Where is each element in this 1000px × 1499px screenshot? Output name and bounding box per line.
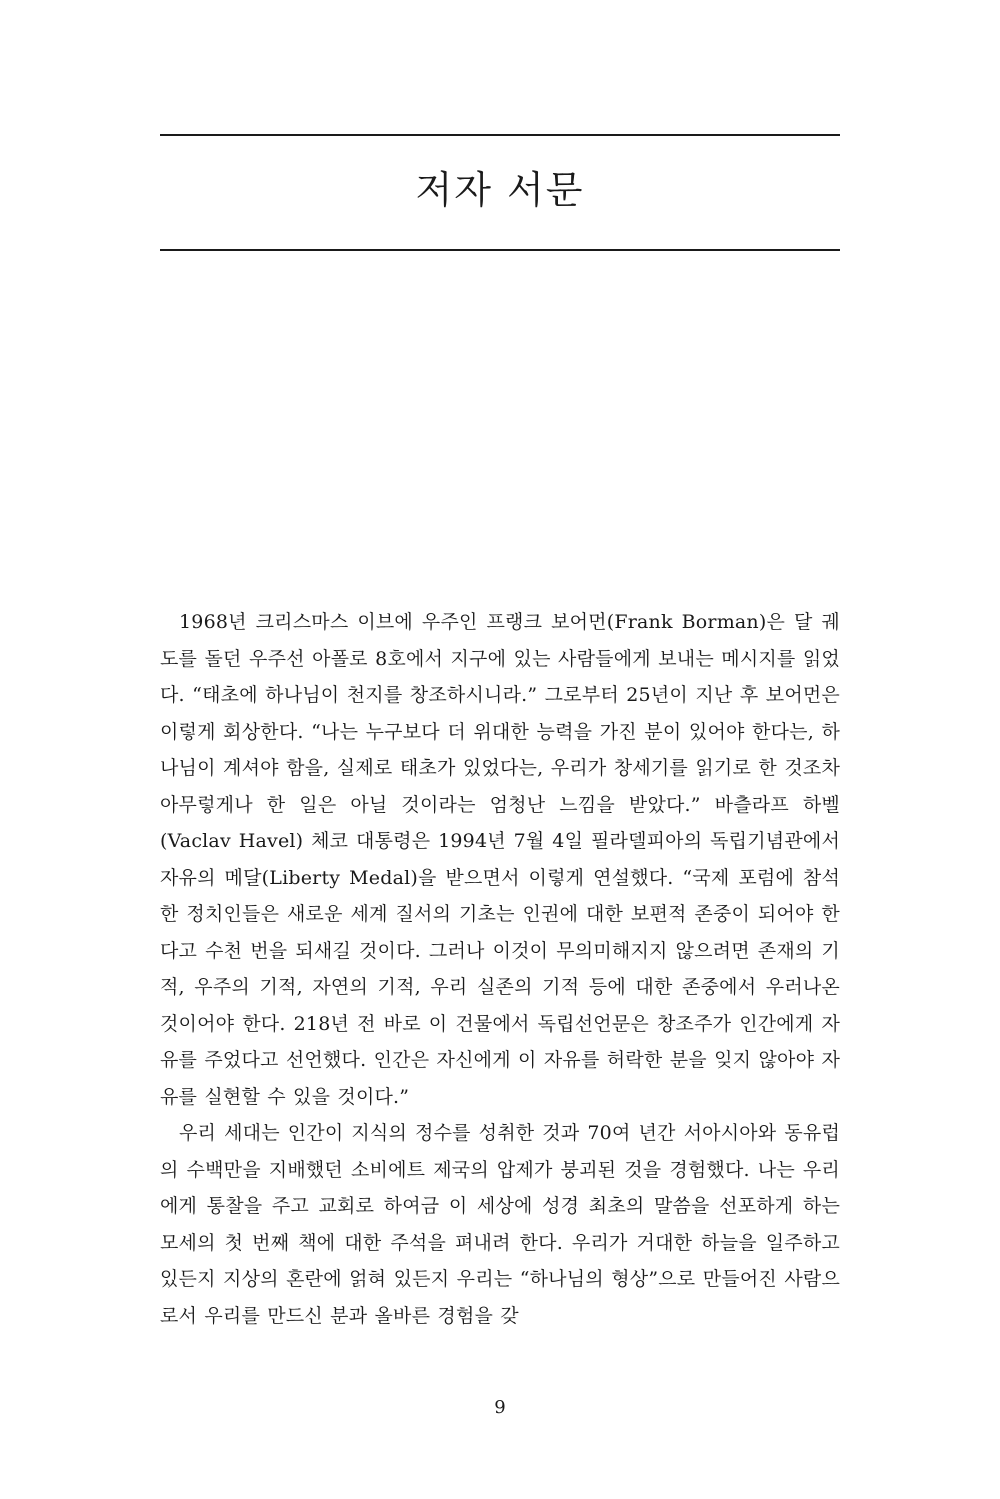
body-text	[160, 604, 840, 1334]
bottom-rule	[160, 249, 840, 251]
paragraph-1: 1968년 크리스마스 이브에 우주인 프랭크 보어먼(Frank Borman)은 달 궤도를 돌던 우주선 아폴로 8호에서 지구에 있는 사람들에게 보내는 메시지를 읽었다. “태초에 하나님이 천지를 창조하시니라.” 그로부터 25년이 지난 후 보어먼은 이렇게 회상한다. “나는 누구보다 더 위대한 능력을 가진 분이 있어야 한다는, 하나님이 계셔야 함을, 실제로 태초가 있었다는, 우리가 창세기를 읽기로 한 것조차 아무렇게나 한 일은 아닐 것이라는 엄청난 느낌을 받았다.” 바츨라프 하벨(Vaclav Havel) 체코 대통령은 1994년 7월 4일 필라델피아의 독립기념관에서 자유의 메달(Liberty Medal)을 받으면서 이렇게 연설했다. “국제 포럼에 참석한 정치인들은 새로운 세계 질서의 기초는 인권에 대한 보편적 존중이 되어야 한다고 수천 번을 되새길 것이다. 그러나 이것이 무의미해지지 않으려면 존재의 기적, 우주의 기적, 자연의 기적, 우리 실존의 기적 등에 대한 존중에서 우러나온 것이어야 한다. 218년 전 바로 이 건물에서 독립선언문은 창조주가 인간에게 자유를 주었다고 선언했다. 인간은 자신에게 이 자유를 허락한 분을 잊지 않아야 자유를 실현할 수 있을 것이다.”	[160, 611, 840, 1108]
page-title: 저자 서문	[415, 168, 585, 212]
top-rule	[160, 134, 840, 136]
paragraph-2: 우리 세대는 인간이 지식의 정수를 성취한 것과 70여 년간 서아시아와 동유럽의 수백만을 지배했던 소비에트 제국의 압제가 붕괴된 것을 경험했다. 나는 우리에게 통찰을 주고 교회로 하여금 이 세상에 성경 최초의 말씀을 선포하게 하는 모세의 첫 번째 책에 대한 주석을 펴내려 한다. 우리가 거대한 하늘을 일주하고 있든지 지상의 혼란에 얽혀 있든지 우리는 “하나님의 형상”으로 만들어진 사람으로서 우리를 만드신 분과 올바른 경험을 갖	[160, 1122, 840, 1327]
page-number: 9	[494, 1397, 506, 1418]
